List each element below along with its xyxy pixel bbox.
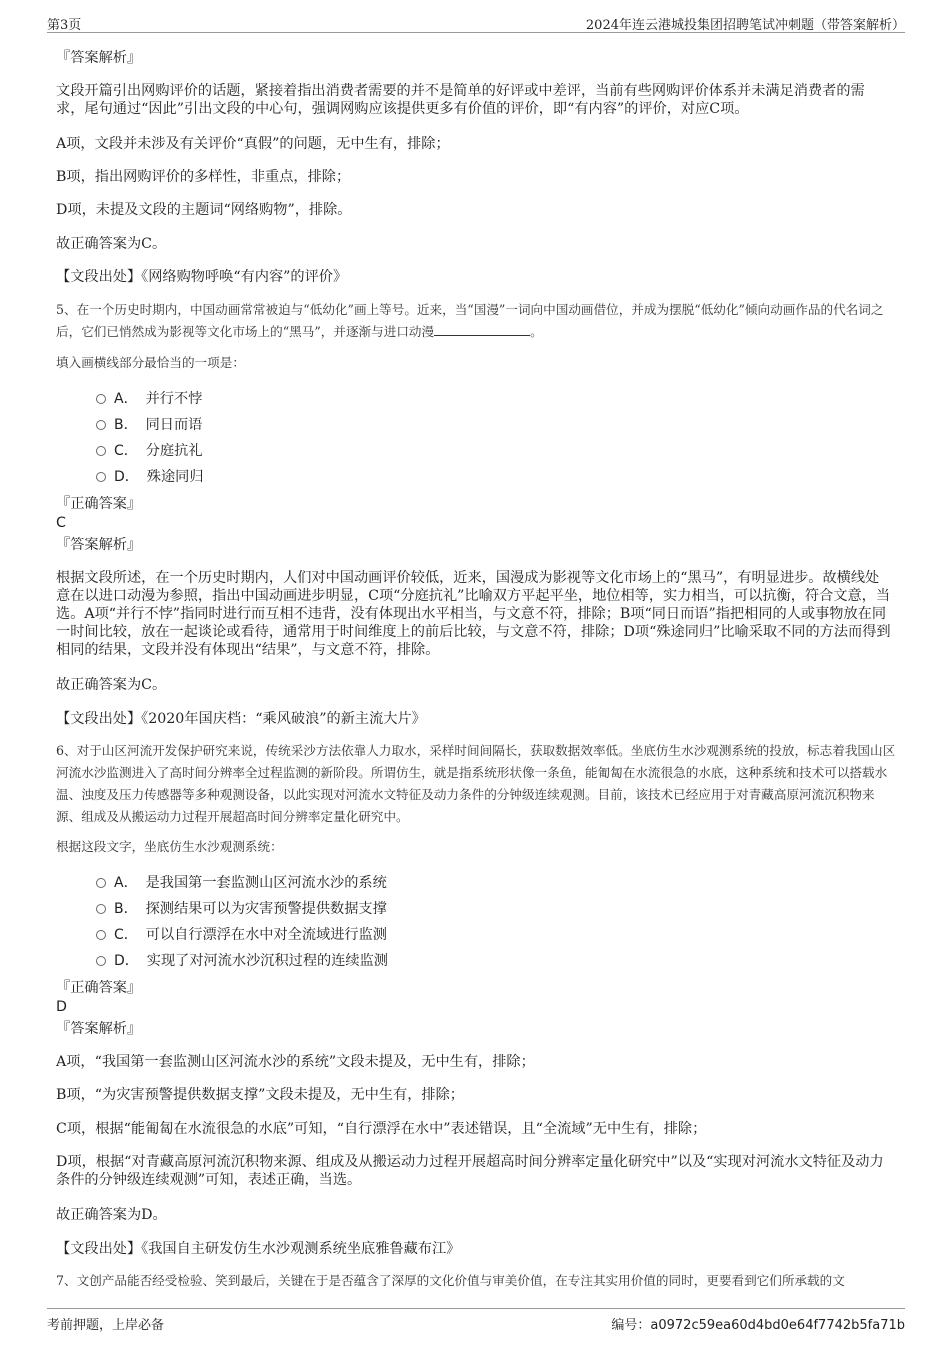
q4-option-d-analysis: D项，未提及文段的主题词“网络购物”，排除。 bbox=[56, 202, 352, 218]
footer-slogan: 考前押题，上岸必备 bbox=[47, 1318, 165, 1333]
q6-prompt: 根据这段文字，坐底仿生水沙观测系统： bbox=[56, 839, 283, 854]
radio-icon[interactable] bbox=[96, 420, 106, 430]
radio-icon[interactable] bbox=[96, 394, 106, 404]
q5-stem: 5、在一个历史时期内，中国动画常常被迫与“低幼化”画上等号。近来，当“国漫”一词向中国动画借位，并成为摆脱“低幼化”倾向动画作品的代名词之后，它们已悄然成为影视等文化市场上的“黑马”，并逐渐与进口动漫 。 bbox=[56, 302, 884, 339]
q4-option-a-analysis: A项，文段并未涉及有关评价“真假”的问题，无中生有，排除； bbox=[56, 136, 450, 152]
q6-source: 【文段出处】《我国自主研发仿生水沙观测系统坐底雅鲁藏布江》 bbox=[56, 1241, 461, 1257]
q6-option-c[interactable]: C． 可以自行漂浮在水中对全流域进行监测 bbox=[96, 925, 387, 945]
q4-analysis-text: 文段开篇引出网购评价的话题，紧接着指出消费者需要的并不是简单的好评或中差评，当前有些网购评价体系并未满足消费者的需求，尾句通过“因此”引出文段的中心句，强调网购应该提供更多有价值的评价，即“有内容”的评价，对应C项。 bbox=[56, 83, 865, 117]
q6-conclusion: 故正确答案为D。 bbox=[56, 1207, 167, 1223]
q5-correct-label: 『正确答案』 bbox=[56, 496, 142, 512]
radio-icon[interactable] bbox=[96, 956, 106, 966]
q5-analysis-text: 根据文段所述，在一个历史时期内，人们对中国动画评价较低，近来，国漫成为影视等文化市场上的“黑马”，有明显进步。故横线处意在以进口动漫为参照，指出中国动画进步明显，C项“分庭抗礼”比喻双方平起平坐，地位相等，实力相当，可以抗衡，符合文意，当选。A项“并行不悖”指同时进行而互相不违背，没有体现出水平相当，与文意不符，排除；B项“同日而语”指把相同的人或事物放在同一时间比较，放在一起谈论或看待，通常用于时间维度上的前后比较，与文意不符，排除；D项“殊途同归”比喻采取不同的方法而得到相同的结果，文段并没有体现出“结果”，与文意不符，排除。 bbox=[56, 570, 891, 658]
q7-stem: 7、文创产品能否经受检验、笑到最后，关键在于是否蕴含了深厚的文化价值与审美价值，在专注其实用价值的同时，更要看到它们所承载的文 bbox=[56, 1273, 845, 1288]
q6-option-a[interactable]: A． 是我国第一套监测山区河流水沙的系统 bbox=[96, 873, 387, 893]
q5-option-c[interactable]: C． 分庭抗礼 bbox=[96, 441, 203, 461]
document-id: 编号：a0972c59ea60d4bd0e64f7742b5fa71b bbox=[611, 1318, 905, 1333]
page-header bbox=[47, 10, 905, 33]
q4-source: 【文段出处】《网络购物呼唤“有内容”的评价》 bbox=[56, 269, 348, 285]
q6-option-b[interactable]: B． 探测结果可以为灾害预警提供数据支撑 bbox=[96, 899, 387, 919]
q6-option-b-analysis: B项，“为灾害预警提供数据支撑”文段未提及，无中生有，排除； bbox=[56, 1087, 464, 1103]
q4-analysis-label: 『答案解析』 bbox=[56, 50, 142, 66]
page-number: 第3页 bbox=[47, 18, 82, 33]
radio-icon[interactable] bbox=[96, 472, 106, 482]
q6-option-d[interactable]: D． 实现了对河流水沙沉积过程的连续监测 bbox=[96, 951, 388, 971]
radio-icon[interactable] bbox=[96, 930, 106, 940]
q5-option-b[interactable]: B． 同日而语 bbox=[96, 415, 202, 435]
q5-conclusion: 故正确答案为C。 bbox=[56, 677, 167, 693]
q6-analysis-label: 『答案解析』 bbox=[56, 1021, 142, 1037]
q5-fill-blank bbox=[434, 323, 530, 336]
q5-option-d[interactable]: D． 殊途同归 bbox=[96, 467, 204, 487]
radio-icon[interactable] bbox=[96, 446, 106, 456]
page-footer bbox=[47, 1308, 905, 1337]
document-title: 2024年连云港城投集团招聘笔试冲刺题（带答案解析） bbox=[585, 18, 905, 33]
q5-option-a[interactable]: A． 并行不悖 bbox=[96, 389, 202, 409]
radio-icon[interactable] bbox=[96, 878, 106, 888]
q6-correct-answer: D bbox=[56, 999, 67, 1015]
q4-option-b-analysis: B项，指出网购评价的多样性，非重点，排除； bbox=[56, 169, 351, 185]
q6-option-d-analysis: D项，根据“对青藏高原河流沉积物来源、组成及从搬运动力过程开展超高时间分辨率定量化研究中”以及“实现对河流水文特征及动力条件的分钟级连续观测”可知，表述正确，当选。 bbox=[56, 1154, 884, 1188]
q5-prompt: 填入画横线部分最恰当的一项是： bbox=[56, 355, 245, 370]
q5-source: 【文段出处】《2020年国庆档：“乘风破浪”的新主流大片》 bbox=[56, 711, 426, 727]
q6-correct-label: 『正确答案』 bbox=[56, 980, 142, 996]
q4-conclusion: 故正确答案为C。 bbox=[56, 236, 167, 252]
q5-analysis-label: 『答案解析』 bbox=[56, 537, 142, 553]
q6-stem: 6、对于山区河流开发保护研究来说，传统采沙方法依靠人力取水，采样时间间隔长，获取数据效率低。坐底仿生水沙观测系统的投放，标志着我国山区河流水沙监测进入了高时间分辨率全过程监测的新阶段。所谓仿生，就是指系统形状像一条鱼，能匍匐在水流很急的水底，这种系统和技术可以搭载水温、浊度及压力传感器等多种观测设备，以此实现对河流水文特征及动力条件的分钟级连续观测。目前，该技术已经应用于对青藏高原河流沉积物来源、组成及从搬运动力过程开展超高时间分辨率定量化研究中。 bbox=[56, 743, 896, 824]
q6-option-a-analysis: A项，“我国第一套监测山区河流水沙的系统”文段未提及，无中生有，排除； bbox=[56, 1054, 535, 1070]
q6-option-c-analysis: C项，根据“能匍匐在水流很急的水底”可知，“自行漂浮在水中”表述错误，且“全流域”无中生有，排除； bbox=[56, 1121, 707, 1137]
radio-icon[interactable] bbox=[96, 904, 106, 914]
q5-correct-answer: C bbox=[56, 515, 66, 531]
